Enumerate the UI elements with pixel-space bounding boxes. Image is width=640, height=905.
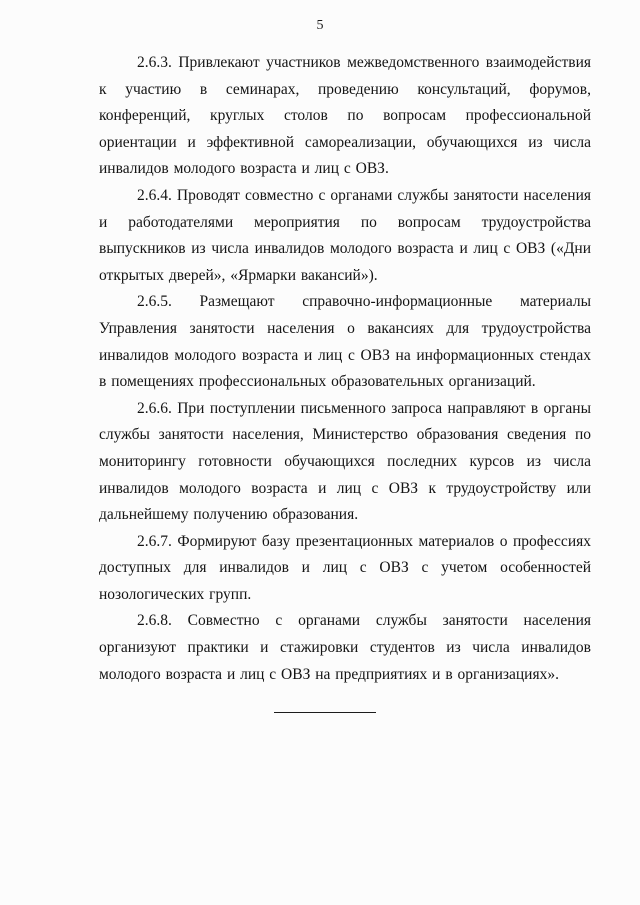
- separator-line: [274, 712, 376, 713]
- paragraph-2-6-3: 2.6.3. Привлекают участников межведомственного взаимодействия к участию в семинарах, проведению консультаций, форумов, конференций, круглых столов по вопросам профессиональной ориентации и эффективной самореализации, обучающихся из числа инвалидов молодого возраста и лиц с ОВЗ.: [99, 54, 591, 178]
- paragraph-2-6-5: 2.6.5. Размещают справочно-информационные материалы Управления занятости населения о вакансиях для трудоустройства инвалидов молодого возраста и лиц с ОВЗ на информационных стендах в помещениях профессиональных образовательных организаций.: [99, 293, 591, 391]
- paragraph-2-6-6: 2.6.6. При поступлении письменного запроса направляют в органы службы занятости населения, Министерство образования сведения по мониторингу готовности обучающихся последних курсов из числа инвалидов молодого возраста и лиц с ОВЗ к трудоустройству или дальнейшему получению образования.: [99, 399, 591, 524]
- paragraph-2-6-7: 2.6.7. Формируют базу презентационных материалов о профессиях доступных для инвалидов и лиц с ОВЗ с учетом особенностей нозологических групп.: [99, 532, 591, 603]
- document-body: [99, 50, 591, 688]
- paragraph-2-6-4: 2.6.4. Проводят совместно с органами службы занятости населения и работодателями мероприятия по вопросам трудоустройства выпускников из числа инвалидов молодого возраста и лиц с ОВЗ («Дни открытых дверей», «Ярмарки вакансий»).: [99, 186, 591, 284]
- paragraph-2-6-8: 2.6.8. Совместно с органами службы занятости населения организуют практики и стажировки студентов из числа инвалидов молодого возраста и лиц с ОВЗ на предприятиях и в организациях».: [99, 612, 591, 683]
- page-number: 5: [316, 18, 324, 33]
